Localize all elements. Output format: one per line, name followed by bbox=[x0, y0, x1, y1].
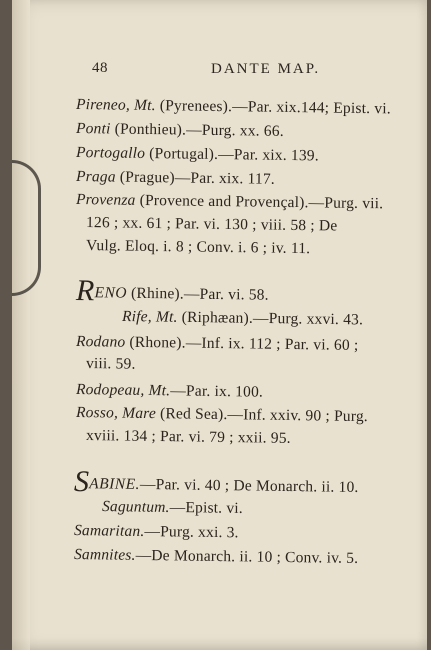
entry-term: Rodano bbox=[75, 333, 126, 351]
entry-rife bbox=[122, 308, 363, 329]
entry-term: Saguntum. bbox=[101, 498, 170, 516]
entry-portogallo bbox=[76, 144, 319, 165]
entry-text: (Red Sea).—Inf. xxiv. 90 ; Purg. bbox=[155, 405, 369, 426]
entry-text: xviii. 134 ; Par. vi. 79 ; xxii. 95. bbox=[85, 427, 291, 447]
entry-text: viii. 59. bbox=[85, 355, 136, 373]
entry-continuation bbox=[86, 355, 136, 374]
entry-text: —Par. ix. 100. bbox=[170, 382, 264, 401]
entry-term: ABINE. bbox=[89, 475, 141, 493]
entry-provenza bbox=[76, 191, 384, 213]
entry-text: —Purg. xxi. 3. bbox=[144, 522, 239, 542]
entry-continuation bbox=[86, 427, 291, 448]
entry-text: Vulg. Eloq. i. 8 ; Conv. i. 6 ; iv. 11. bbox=[85, 237, 311, 258]
entry-text: (Prague)—Par. xix. 117. bbox=[115, 168, 276, 188]
entry-saguntum bbox=[102, 498, 243, 518]
entry-ponti bbox=[76, 120, 284, 141]
entry-praga bbox=[76, 168, 275, 189]
entry-term: Portogallo bbox=[75, 144, 146, 162]
entry-text: —Epist. vi. bbox=[169, 498, 244, 517]
section-initial: S bbox=[73, 465, 90, 499]
entry-text: (Rhine).—Par. vi. 58. bbox=[126, 284, 269, 304]
entry-text: (Rhone).—Inf. ix. 112 ; Par. vi. 60 ; bbox=[125, 333, 359, 354]
entry-text: 126 ; xx. 61 ; Par. vi. 130 ; viii. 58 ; De bbox=[85, 214, 338, 235]
section-initial: R bbox=[75, 274, 95, 308]
entry-text: (Provence and Provençal).—Purg. vii. bbox=[135, 191, 384, 213]
entry-reno bbox=[75, 274, 269, 308]
running-title: DANTE MAP. bbox=[211, 61, 321, 77]
entry-text: (Riphæan).—Purg. xxvi. 43. bbox=[177, 308, 364, 329]
entry-text: (Portugal).—Par. xix. 139. bbox=[145, 144, 320, 165]
entry-text: —De Monarch. ii. 10 ; Conv. iv. 5. bbox=[135, 546, 359, 567]
page-gutter bbox=[12, 0, 30, 650]
entry-continuation bbox=[86, 214, 338, 236]
entry-rodano bbox=[76, 333, 359, 355]
entry-continuation bbox=[86, 237, 311, 258]
entry-term: Samnites. bbox=[73, 546, 136, 564]
entry-term: Rife, Mt. bbox=[121, 308, 178, 326]
entry-text: (Ponthieu).—Purg. xx. 66. bbox=[110, 120, 284, 140]
entry-pireneo bbox=[76, 96, 391, 118]
entry-samaritan bbox=[74, 522, 239, 542]
entry-term: Samaritan. bbox=[73, 522, 145, 540]
entry-term: Praga bbox=[75, 168, 116, 186]
page-header bbox=[12, 60, 431, 84]
entry-term: Provenza bbox=[75, 191, 136, 209]
page-bottom-shade bbox=[12, 638, 427, 650]
entry-rosso bbox=[76, 404, 368, 426]
entry-text: (Pyrenees).—Par. xix.144; Epist. vi. bbox=[155, 97, 391, 118]
page-number: 48 bbox=[92, 60, 108, 76]
entry-text: —Par. vi. 40 ; De Monarch. ii. 10. bbox=[139, 475, 359, 496]
binding-thread bbox=[12, 160, 41, 296]
entry-term: Rosso, Mare bbox=[75, 404, 157, 423]
book-page bbox=[12, 0, 427, 650]
entry-samnites bbox=[74, 546, 359, 568]
entry-term: ENO bbox=[94, 284, 128, 302]
entry-rodopeau bbox=[76, 381, 263, 402]
entry-term: Ponti bbox=[75, 120, 111, 138]
entry-term: Rodopeau, Mt. bbox=[75, 381, 171, 400]
entry-sabine bbox=[73, 465, 359, 499]
entry-term: Pireneo, Mt. bbox=[75, 96, 156, 115]
